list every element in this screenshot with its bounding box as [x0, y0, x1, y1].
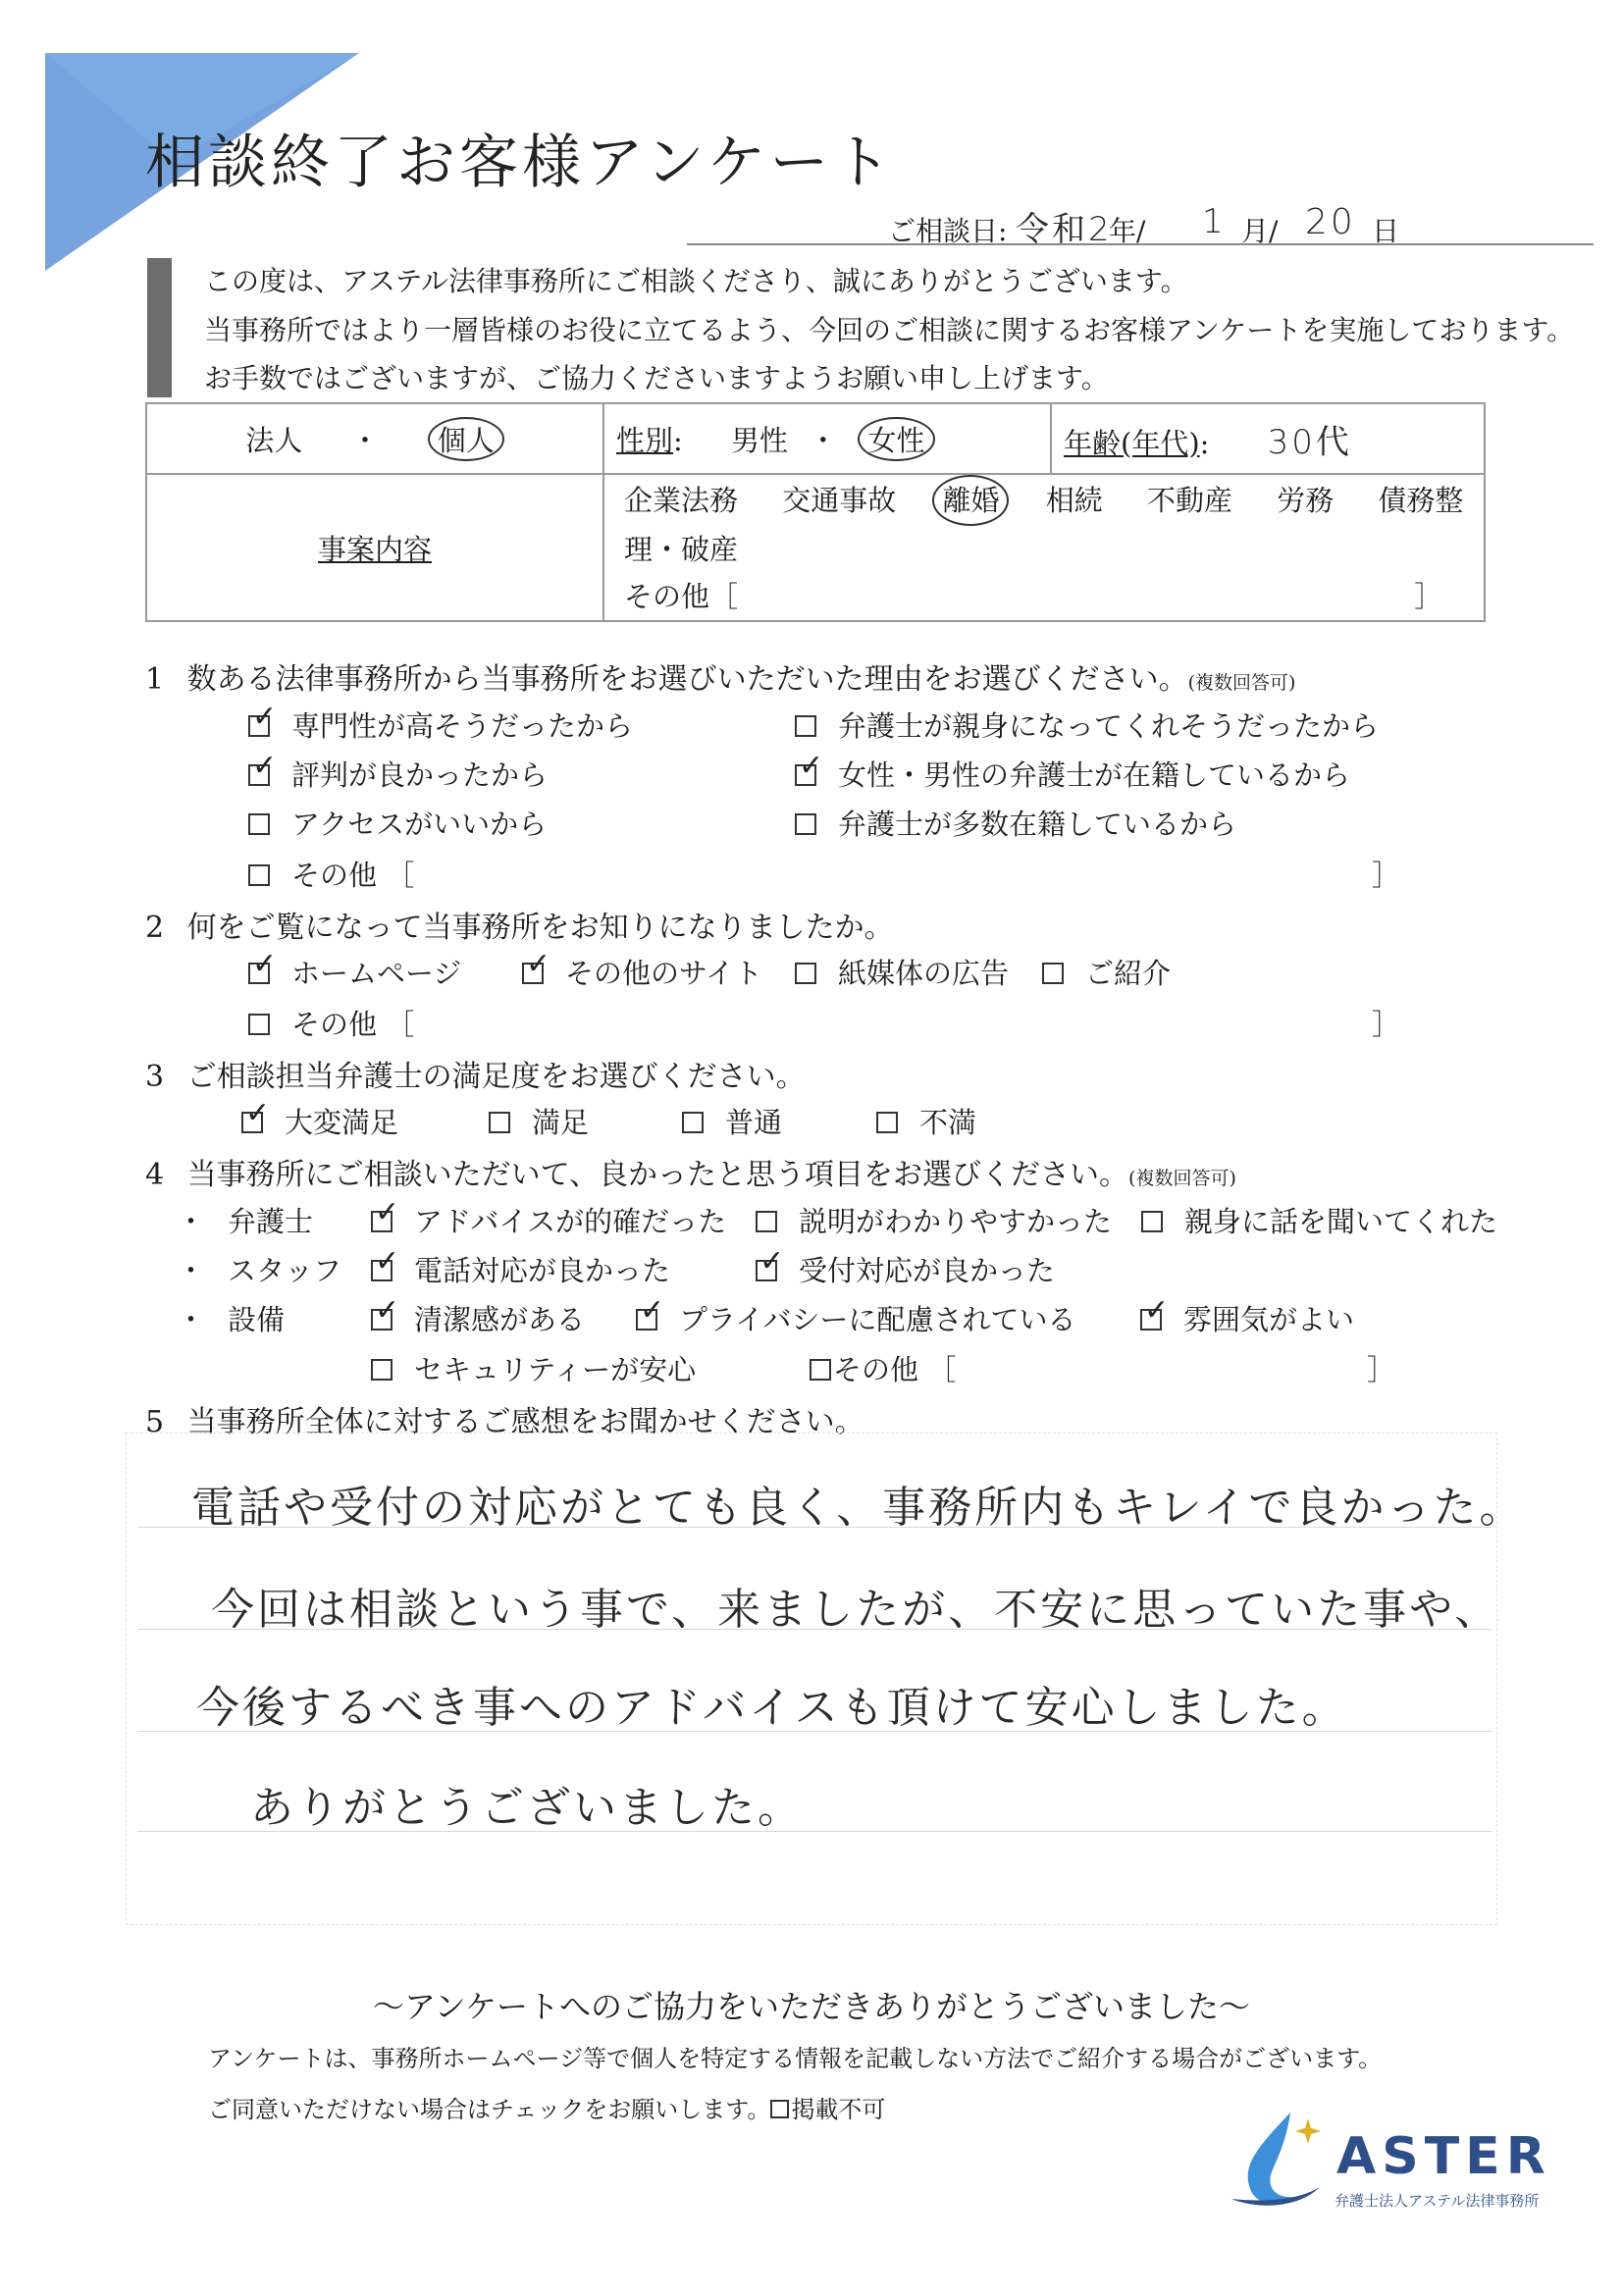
intro-bar: [147, 258, 172, 397]
gender-cell: [603, 403, 1051, 474]
q3-option-4[interactable]: 不満: [876, 1101, 976, 1141]
checkbox-icon[interactable]: [795, 764, 816, 786]
footer-note-1: アンケートは、事務所ホームページ等で個人を特定する情報を記載しない方法でご紹介する場合がございます。: [208, 2045, 1383, 2072]
case-options-cell: [603, 474, 1485, 621]
aster-logo-icon: [1222, 2105, 1330, 2213]
q2-option-4[interactable]: ご紹介: [1042, 952, 1171, 992]
q4-option-other[interactable]: その他 ［: [810, 1348, 956, 1388]
q3-option-2[interactable]: 満足: [489, 1101, 589, 1141]
q4-note: (複数回答可): [1128, 1168, 1236, 1189]
q3-text: ご相談担当弁護士の満足度をお選びください。: [186, 1060, 806, 1094]
case-real-estate[interactable]: 不動産: [1146, 484, 1232, 517]
case-divorce[interactable]: 離婚: [932, 475, 1009, 526]
case-label-cell: [146, 474, 603, 621]
age-label: 年齢(年代): [1064, 426, 1200, 460]
checkbox-icon[interactable]: [241, 1112, 263, 1133]
checkbox-icon[interactable]: [248, 764, 270, 786]
checkbox-icon[interactable]: [489, 1112, 510, 1133]
checkbox-icon[interactable]: [371, 1309, 393, 1331]
q4-option-clean[interactable]: ✓清潔感がある: [371, 1298, 585, 1338]
checkbox-icon[interactable]: [371, 1260, 393, 1281]
checkbox-icon[interactable]: [810, 1359, 831, 1381]
q3-number: 3: [145, 1060, 165, 1094]
q4-option-explain[interactable]: 説明がわかりやすかった: [756, 1200, 1112, 1240]
q2-option-3[interactable]: 紙媒体の広告: [795, 952, 1009, 992]
checkbox-icon[interactable]: [248, 1014, 270, 1035]
page-title: 相談終了お客様アンケート: [145, 129, 896, 197]
checkbox-icon[interactable]: [795, 715, 816, 737]
comment-line-2: 今回は相談という事で、来ましたが、不安に思っていた事や、: [211, 1585, 1501, 1635]
date-year-unit: 年/: [1109, 215, 1146, 247]
case-debt[interactable]: 債務整理・破産: [624, 484, 1464, 566]
date-month-unit: 月/: [1241, 215, 1279, 247]
q2-option-2[interactable]: ✓ その他のサイト: [522, 952, 762, 992]
q4-option-security[interactable]: セキュリティーが安心: [371, 1348, 696, 1388]
corp-sep: ・: [350, 423, 380, 457]
q4-cat-lawyer: 弁護士: [228, 1205, 314, 1238]
q4-number: 4: [145, 1158, 165, 1192]
comment-line-3: 今後するべき事へのアドバイスも頂けて安心しました。: [196, 1683, 1348, 1733]
logo-text: ASTER: [1336, 2127, 1551, 2186]
q4-bullet-lawyer: ・: [177, 1205, 206, 1238]
checkbox-icon[interactable]: [795, 813, 816, 835]
case-label: 事案内容: [317, 532, 432, 566]
q1-other[interactable]: その他 ［: [248, 854, 414, 894]
checkbox-icon[interactable]: [1042, 963, 1064, 984]
no-publish-label: 掲載不可: [791, 2096, 886, 2123]
female-option[interactable]: 女性: [858, 417, 934, 461]
checkbox-icon[interactable]: [248, 963, 270, 984]
q5-text: 当事務所全体に対するご感想をお聞かせください。: [186, 1405, 864, 1439]
q4-heading: [145, 1150, 1236, 1193]
q1-option-2[interactable]: 弁護士が親身になってくれそうだったから: [795, 704, 1379, 745]
q2-text: 何をご覧になって当事務所をお知りになりましたか。: [186, 911, 894, 945]
case-other-close: ］: [1414, 580, 1443, 613]
checkbox-icon[interactable]: [1140, 1309, 1162, 1331]
age-cell: [1051, 403, 1485, 474]
checkbox-icon[interactable]: [1141, 1211, 1163, 1232]
intro-line-1: この度は、アステル法律事務所にご相談くださり、誠にありがとうございます。: [204, 265, 1188, 297]
checkbox-icon[interactable]: [371, 1359, 393, 1381]
q4-other-close: ］: [1367, 1353, 1396, 1386]
footer-thanks: 〜アンケートへのご協力をいただきありがとうございました〜: [372, 1988, 1251, 2025]
date-day-unit: 日: [1372, 215, 1400, 247]
q2-other-close: ］: [1372, 1008, 1401, 1041]
q5-number: 5: [145, 1405, 165, 1439]
footer-note-2: ご同意いただけない場合はチェックをお願いします。 掲載不可: [208, 2096, 886, 2123]
checkbox-icon[interactable]: [756, 1260, 777, 1281]
checkbox-icon[interactable]: [248, 813, 270, 835]
client-type-cell: [146, 403, 603, 474]
gender-sep: ・: [809, 423, 838, 457]
comment-line-1: 電話や受付の対応がとても良く、事務所内もキレイで良かった。: [191, 1483, 1526, 1533]
q4-option-advice[interactable]: ✓アドバイスが的確だった: [371, 1200, 726, 1240]
date-label: ご相談日:: [888, 215, 1008, 247]
q4-option-listen[interactable]: 親身に話を聞いてくれた: [1141, 1200, 1497, 1240]
no-publish-checkbox[interactable]: [770, 2100, 789, 2118]
checkbox-icon[interactable]: [756, 1211, 777, 1232]
q2-option-1[interactable]: ✓ホームページ: [248, 952, 461, 992]
q2-other[interactable]: その他 ［: [248, 1003, 414, 1043]
intro-line-3: お手数ではございますが、ご協力くださいますようお願い申し上げます。: [204, 362, 1109, 394]
checkbox-icon[interactable]: [248, 715, 270, 737]
info-table: [145, 402, 1486, 622]
q4-option-privacy[interactable]: ✓ プライバシーに配慮されている: [636, 1298, 1076, 1338]
checkbox-icon[interactable]: [636, 1309, 657, 1331]
case-other[interactable]: その他［: [624, 580, 739, 613]
logo-subtitle: 弁護士法人アステル法律事務所: [1335, 2192, 1540, 2210]
comment-line-4: ありがとうございました。: [250, 1783, 804, 1833]
q2-number: 2: [145, 911, 165, 945]
q1-option-5[interactable]: アクセスがいいから: [248, 803, 547, 843]
q1-text: 数ある法律事務所から当事務所をお選びいただいた理由をお選びください。: [186, 662, 1188, 697]
q4-cat-facility: 設備: [228, 1303, 286, 1336]
case-labor[interactable]: 労務: [1277, 484, 1335, 517]
age-value[interactable]: 30代: [1267, 422, 1352, 462]
individual-option[interactable]: 個人: [428, 417, 504, 461]
q4-cat-staff: スタッフ: [228, 1254, 342, 1287]
checkbox-icon[interactable]: [522, 963, 544, 984]
checkbox-icon[interactable]: [248, 864, 270, 886]
case-inheritance[interactable]: 相続: [1045, 484, 1103, 517]
checkbox-icon[interactable]: [371, 1211, 393, 1232]
case-traffic[interactable]: 交通事故: [782, 484, 897, 517]
date-era-value: 令和2: [1016, 210, 1113, 249]
q1-heading: [145, 654, 1295, 698]
intro-line-2: 当事務所ではより一層皆様のお役に立てるよう、今回のご相談に関するお客様アンケートを実施しております。: [204, 314, 1575, 346]
q4-option-phone[interactable]: ✓電話対応が良かった: [371, 1249, 670, 1289]
q3-heading: [145, 1052, 806, 1095]
q1-number: 1: [145, 662, 165, 697]
q1-other-close: ］: [1372, 859, 1401, 892]
corp-option[interactable]: 法人: [245, 423, 303, 457]
case-corporate[interactable]: 企業法務: [624, 484, 739, 517]
checkbox-icon[interactable]: [795, 963, 816, 984]
q1-note: (複数回答可): [1187, 672, 1296, 694]
q4-text: 当事務所にご相談いただいて、良かったと思う項目をお選びください。: [186, 1158, 1129, 1192]
date-month-value: 1: [1202, 202, 1227, 241]
q1-option-3[interactable]: ✓評判が良かったから: [248, 754, 548, 794]
q1-option-6[interactable]: 弁護士が多数在籍しているから: [795, 803, 1236, 843]
gender-colon: :: [673, 423, 683, 457]
q4-bullet-staff: ・: [177, 1254, 206, 1287]
gender-label: 性別: [616, 423, 674, 457]
date-day-value: 20: [1305, 202, 1356, 242]
q4-bullet-facility: ・: [177, 1303, 206, 1336]
q3-option-1[interactable]: ✓大変満足: [241, 1101, 398, 1141]
q4-option-atmosphere[interactable]: ✓ 雰囲気がよい: [1140, 1298, 1354, 1338]
male-option[interactable]: 男性: [731, 423, 789, 457]
q1-option-4[interactable]: ✓ 女性・男性の弁護士が在籍しているから: [795, 754, 1350, 794]
checkbox-icon[interactable]: [876, 1112, 898, 1133]
q3-option-3[interactable]: 普通: [682, 1101, 782, 1141]
checkbox-icon[interactable]: [682, 1112, 704, 1133]
age-colon: :: [1199, 426, 1210, 460]
q4-option-reception[interactable]: ✓ 受付対応が良かった: [756, 1249, 1055, 1289]
q2-heading: [145, 903, 894, 946]
q1-option-1[interactable]: ✓専門性が高そうだったから: [248, 704, 633, 745]
